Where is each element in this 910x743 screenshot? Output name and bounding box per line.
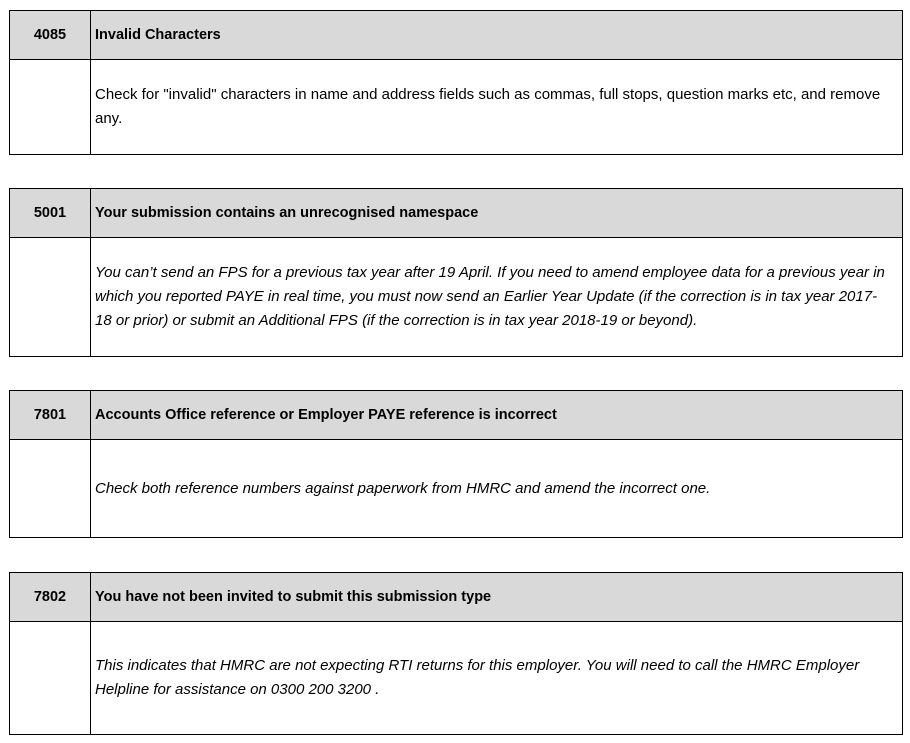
empty-code-cell [10,622,91,735]
error-description: This indicates that HMRC are not expecting RTI returns for this employer. You will need to call the HMRC Employer Helpline for assistance on 0300 200 3200 . [91,622,903,735]
error-table-5001 [9,188,903,357]
error-description: Check for "invalid" characters in name and address fields such as commas, full stops, question marks etc, and remove any. [91,60,903,155]
error-description-row [10,60,903,155]
error-code: 5001 [10,189,91,238]
error-description: You can’t send an FPS for a previous tax year after 19 April. If you need to amend employee data for a previous year in which you reported PAYE in real time, you must now send an Earlier Year Update (if the correction is in tax year 2017-18 or prior) or submit an Additional FPS (if the correction is in tax year 2018-19 or beyond). [91,238,903,357]
empty-code-cell [10,60,91,155]
error-description: Check both reference numbers against paperwork from HMRC and amend the incorrect one. [91,440,903,538]
error-description-row [10,238,903,357]
error-description-row [10,440,903,538]
error-code: 7801 [10,391,91,440]
error-header-row [10,573,903,622]
error-table-7802 [9,572,903,735]
empty-code-cell [10,238,91,357]
empty-code-cell [10,440,91,538]
error-header-row [10,11,903,60]
error-title: You have not been invited to submit this submission type [91,573,903,622]
error-title: Your submission contains an unrecognised namespace [91,189,903,238]
error-header-row [10,391,903,440]
error-table-4085 [9,10,903,155]
error-header-row [10,189,903,238]
error-title: Accounts Office reference or Employer PAYE reference is incorrect [91,391,903,440]
error-title: Invalid Characters [91,11,903,60]
error-code: 7802 [10,573,91,622]
error-table-7801 [9,390,903,538]
error-description-row [10,622,903,735]
error-code: 4085 [10,11,91,60]
